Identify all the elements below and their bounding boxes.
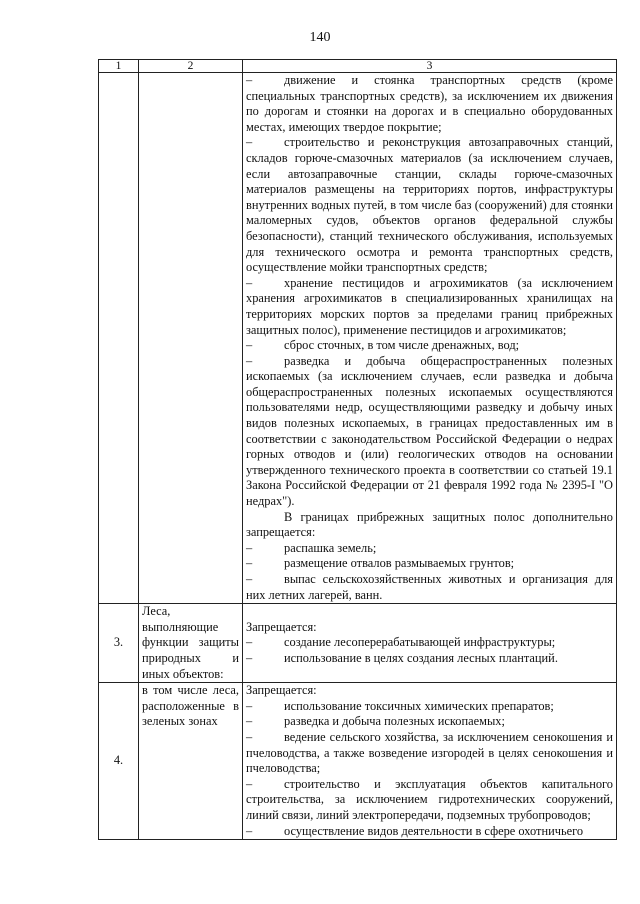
table-row-4 <box>99 683 617 840</box>
page-number: 140 <box>309 30 331 45</box>
row-name: Леса, выполняющие функции защиты природных и иных объектов: <box>139 604 243 683</box>
table-row-continued <box>99 73 617 604</box>
row-name: в том числе леса, расположенные в зеленых зонах <box>139 683 243 840</box>
column-header-2: 2 <box>139 60 243 73</box>
list-item: – ведение сельского хозяйства, за исключением сенокошения и пчеловодства, а также возведение изгородей в целях сенокошения и пчеловодства; <box>246 729 613 776</box>
row-name-cell <box>139 73 243 604</box>
paragraph: В границах прибрежных защитных полос дополнительно запрещается: <box>246 509 613 540</box>
table-header-row <box>99 60 617 73</box>
row-text-cell <box>243 604 617 683</box>
list-item: – выпас сельскохозяйственных животных и организация для них летних лагерей, ванн. <box>246 572 613 602</box>
row-text-cell <box>243 683 617 840</box>
list-item: – строительство и реконструкция автозаправочных станций, складов горюче-смазочных материалов (за исключением случаев, если автозаправочные станции, склады горюче-смазочных материалов размещены на территориях портов, инфраструктуры внутренних водных путей, в том числе баз (сооружений) для стоянки маломерных судов, объектов органов федеральной службы безопасности), станций технического обслуживания, используемых для технического осмотра и ремонта транспортных средств, осуществление мойки транспортных средств; <box>246 135 613 275</box>
regulation-table <box>98 59 617 840</box>
list-item: – разведка и добыча общераспространенных полезных ископаемых (за исключением случаев, если разведка и добыча общераспространенных полезных ископаемых осуществляются пользователями недр, осуществляющими разведку и добычу иных видов полезных ископаемых, в границах предоставленных им в соответствии с законодательством Российской Федерации о недрах горных отводов и (или) геологических отводов на основании утвержденного технического проекта в соответствии со статьей 19.1 Закона Российской Федерации от 21 февраля 1992 года № 2395-I "О недрах"). <box>246 353 613 509</box>
row-number: 4. <box>99 683 139 840</box>
list-item: – сброс сточных, в том числе дренажных, вод; <box>246 338 520 353</box>
column-header-1: 1 <box>99 60 139 73</box>
column-header-3: 3 <box>243 60 617 73</box>
row-number-cell <box>99 73 139 604</box>
list-item: – осуществление видов деятельности в сфере охотничьего <box>246 823 584 838</box>
list-item: – хранение пестицидов и агрохимикатов (за исключением хранения агрохимикатов в специализированных хранилищах на территориях морских портов за пределами границ прибрежных защитных полос), применение пестицидов и агрохимикатов; <box>246 275 613 337</box>
list-item: – распашка земель; <box>246 540 377 555</box>
list-item: – использование токсичных химических препаратов; <box>246 698 554 713</box>
lead-text: Запрещается: <box>246 619 317 634</box>
table-row-3 <box>99 604 617 683</box>
list-item: – создание лесоперерабатывающей инфраструктуры; <box>246 635 556 650</box>
row-text-cell <box>243 73 617 604</box>
list-item: – движение и стоянка транспортных средств (кроме специальных транспортных средств), за исключением их движения по дорогам и стоянки на дорогах и в специально оборудованных местах, имеющих твердое покрытие; <box>246 73 613 134</box>
row-number: 3. <box>99 604 139 683</box>
list-item: – разведка и добыча полезных ископаемых; <box>246 714 505 729</box>
list-item: – строительство и эксплуатация объектов капитального строительства, за исключением гидротехнических сооружений, линий связи, линий электропередачи, подземных трубопроводов; <box>246 776 613 822</box>
list-item: – использование в целях создания лесных плантаций. <box>246 650 558 665</box>
list-item: – размещение отвалов размываемых грунтов; <box>246 556 515 571</box>
lead-text: Запрещается: <box>246 683 317 698</box>
